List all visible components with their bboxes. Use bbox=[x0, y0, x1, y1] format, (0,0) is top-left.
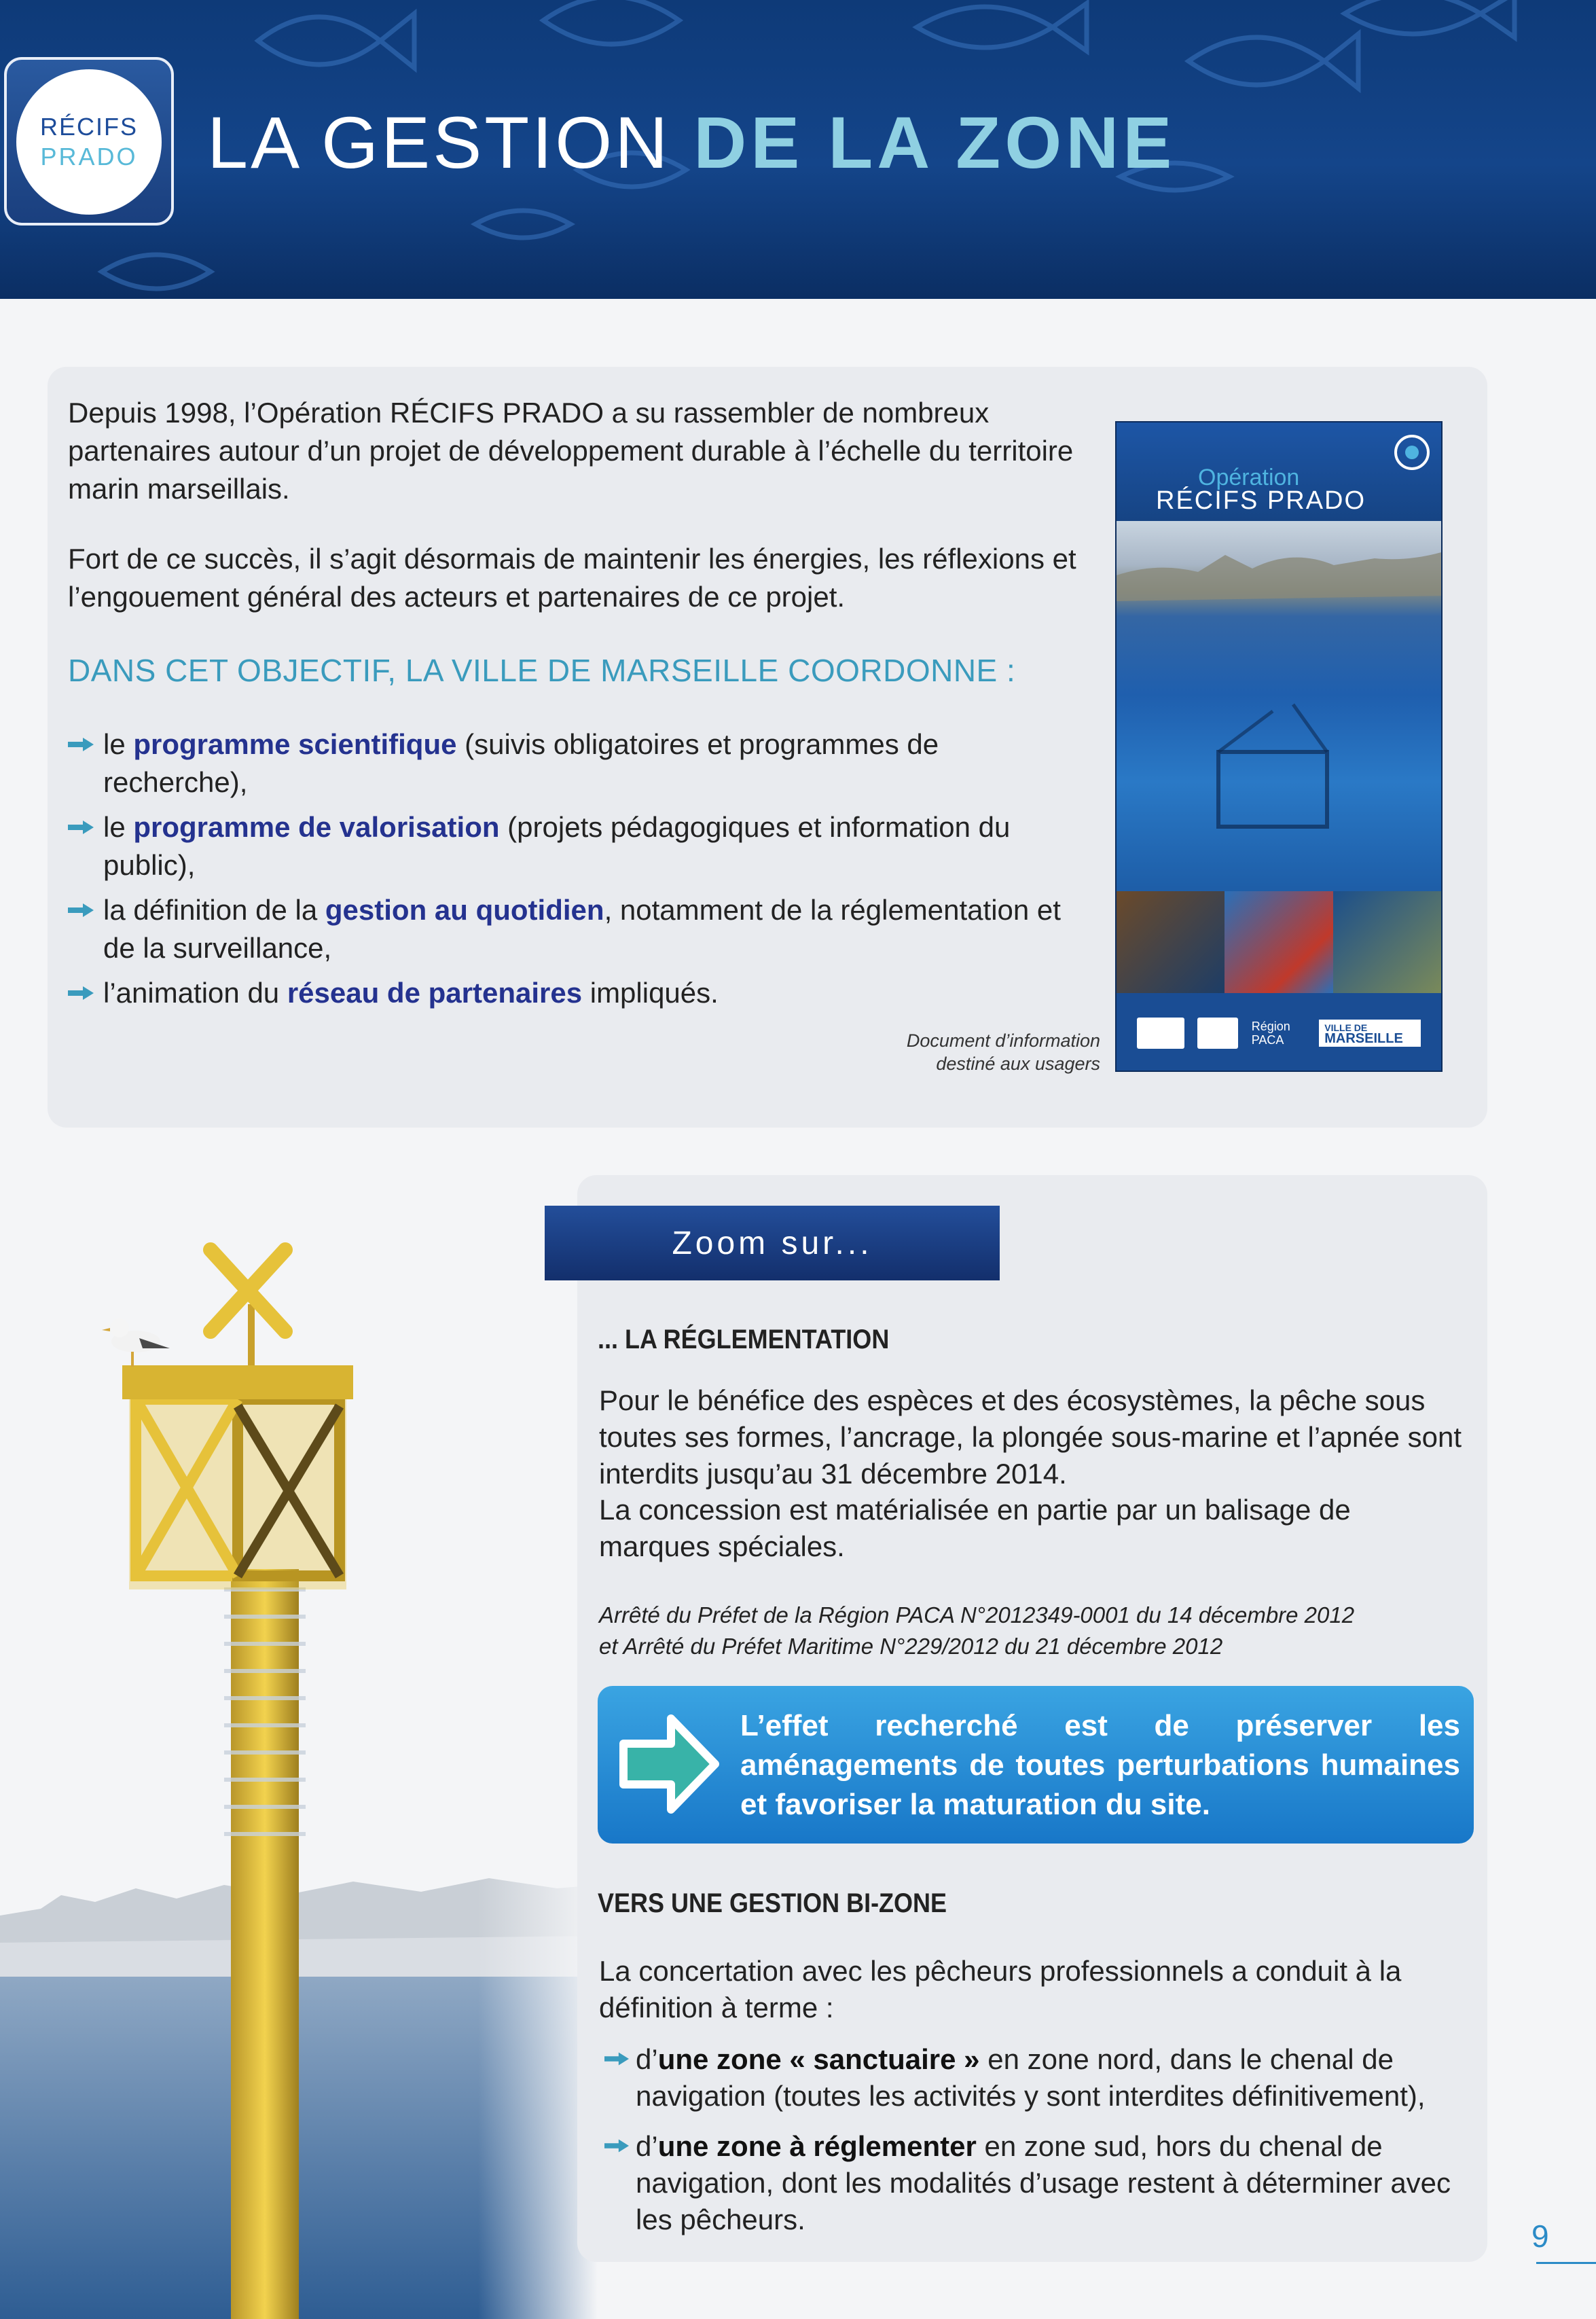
list-item bbox=[604, 2041, 1474, 2115]
bullet-text-pre: le bbox=[103, 728, 134, 760]
bullet-text-post: impliqués. bbox=[582, 977, 719, 1009]
fish-logo-icon bbox=[1388, 432, 1436, 473]
bullet-bold: une zone « sanctuaire » bbox=[657, 2043, 980, 2075]
right-arrow-icon bbox=[610, 1706, 725, 1822]
marseille-label: MARSEILLE bbox=[1324, 1031, 1403, 1046]
zone-list bbox=[604, 2041, 1474, 2252]
logo-disc bbox=[16, 69, 162, 215]
bullet-text-pre: le bbox=[103, 811, 134, 843]
coordination-list bbox=[68, 725, 1073, 1019]
document-caption-line2: destiné aux usagers bbox=[936, 1054, 1100, 1074]
list-item bbox=[68, 808, 1073, 884]
brochure-partner-logos bbox=[1117, 993, 1441, 1072]
page-title-part2: DE LA ZONE bbox=[693, 101, 1176, 183]
bullet-highlight: gestion au quotidien bbox=[325, 894, 604, 926]
arrow-bullet-icon bbox=[68, 986, 94, 1000]
page-title bbox=[207, 102, 1176, 183]
octopus-photo-tile bbox=[1333, 891, 1441, 993]
bullet-text-post: en zone sud, hors du chenal de navigation, dont les modalités d’usage restent à déterminer avec les pêcheurs. bbox=[636, 2130, 1451, 2235]
brochure-cover-image bbox=[1115, 421, 1443, 1072]
arrow-bullet-icon bbox=[604, 2052, 629, 2066]
bullet-text-pre: la définition de la bbox=[103, 894, 325, 926]
page-header bbox=[0, 0, 1596, 299]
document-caption-line1: Document d’information bbox=[906, 1030, 1100, 1051]
bullet-text-post: en zone nord, dans le chenal de navigation (toutes les activités y sont interdites définitivement), bbox=[636, 2043, 1426, 2112]
page-number-rule bbox=[1536, 2262, 1596, 2264]
bullet-highlight: programme scientifique bbox=[133, 728, 457, 760]
bullet-bold: une zone à réglementer bbox=[657, 2130, 977, 2162]
document-caption bbox=[815, 1029, 1100, 1075]
bullet-text-post: (projets pédagogiques et information du public), bbox=[103, 811, 1011, 881]
logo-text-prado: PRADO bbox=[40, 143, 138, 170]
bullet-highlight: réseau de partenaires bbox=[287, 977, 583, 1009]
legal-reference-line1: Arrêté du Préfet de la Région PACA N°2012349-0001 du 14 décembre 2012 bbox=[599, 1602, 1355, 1628]
bullet-text-post: , notamment de la réglementation et de la surveillance, bbox=[103, 894, 1061, 964]
bullet-text-pre: l’animation du bbox=[103, 977, 287, 1009]
brochure-photo bbox=[1117, 521, 1441, 956]
bullet-text-post: (suivis obligatoires et programmes de recherche), bbox=[103, 728, 939, 798]
intro-paragraph-1: Depuis 1998, l’Opération RÉCIFS PRADO a su rassembler de nombreux partenaires autour d’un projet de développement durable à l’échelle du territoire marin marseillais. bbox=[68, 397, 1074, 505]
fish-photo-tile bbox=[1117, 891, 1225, 993]
legal-reference-line2: et Arrêté du Préfet Maritime N°229/2012 du 21 décembre 2012 bbox=[599, 1634, 1223, 1659]
page-title-part1: LA GESTION bbox=[207, 101, 694, 183]
regulation-heading: ... LA RÉGLEMENTATION bbox=[598, 1325, 890, 1354]
list-item bbox=[68, 891, 1073, 967]
legal-reference bbox=[599, 1600, 1475, 1662]
regulation-paragraph-2: La concession est matérialisée en partie par un balisage de marques spéciales. bbox=[599, 1494, 1351, 1562]
brochure-header bbox=[1117, 423, 1441, 521]
objective-heading: DANS CET OBJECTIF, LA VILLE DE MARSEILLE COORDONNE : bbox=[68, 653, 1016, 688]
brochure-photo-illustration bbox=[1117, 521, 1443, 956]
bizone-heading: VERS UNE GESTION BI-ZONE bbox=[598, 1888, 947, 1918]
page-number: 9 bbox=[1531, 2218, 1549, 2254]
ville-de-label: VILLE DE bbox=[1324, 1022, 1368, 1033]
reef-photo-tile bbox=[1225, 891, 1332, 993]
bullet-highlight: programme de valorisation bbox=[133, 811, 500, 843]
intro-paragraph-2: Fort de ce succès, il s’agit désormais de maintenir les énergies, les réflexions et l’engouement général des acteurs et partenaires de ce projet. bbox=[68, 543, 1076, 613]
goal-callout bbox=[598, 1686, 1474, 1844]
callout-text: L’effet recherché est de préserver les aménagements de toutes perturbations humaines et favoriser la maturation du site. bbox=[740, 1709, 1460, 1821]
zoom-label: Zoom sur... bbox=[545, 1206, 1000, 1280]
arrow-bullet-icon bbox=[68, 821, 94, 834]
partner-logo bbox=[1197, 1018, 1238, 1049]
bullet-text-pre: d’ bbox=[636, 2043, 658, 2075]
region-paca-logo: Région PACA bbox=[1251, 1020, 1290, 1047]
list-item bbox=[604, 2128, 1474, 2238]
arrow-bullet-icon bbox=[68, 738, 94, 751]
ville-de-marseille-logo bbox=[1319, 1020, 1421, 1047]
bizone-paragraph: La concertation avec les pêcheurs professionnels a conduit à la définition à terme : bbox=[599, 1955, 1402, 2024]
logo-text-recifs: RÉCIFS bbox=[39, 113, 138, 141]
arrow-bullet-icon bbox=[604, 2139, 629, 2153]
list-item bbox=[68, 725, 1073, 802]
brochure-photo-tiles bbox=[1117, 891, 1441, 993]
arrow-bullet-icon bbox=[68, 903, 94, 917]
brochure-title: RÉCIFS PRADO bbox=[1156, 486, 1366, 515]
buoy-marker-photo bbox=[0, 1209, 598, 2319]
partner-logo bbox=[1137, 1018, 1184, 1049]
regulation-paragraph-1: Pour le bénéfice des espèces et des écosystèmes, la pêche sous toutes ses formes, l’ancrage, la plongée sous-marine et l’apnée sont interdits jusqu’au 31 décembre 2014. bbox=[599, 1384, 1462, 1490]
list-item bbox=[68, 974, 1073, 1012]
recifs-prado-logo bbox=[4, 57, 174, 226]
brochure-operation-label: Opération bbox=[1198, 465, 1300, 490]
bullet-text-pre: d’ bbox=[636, 2130, 658, 2162]
